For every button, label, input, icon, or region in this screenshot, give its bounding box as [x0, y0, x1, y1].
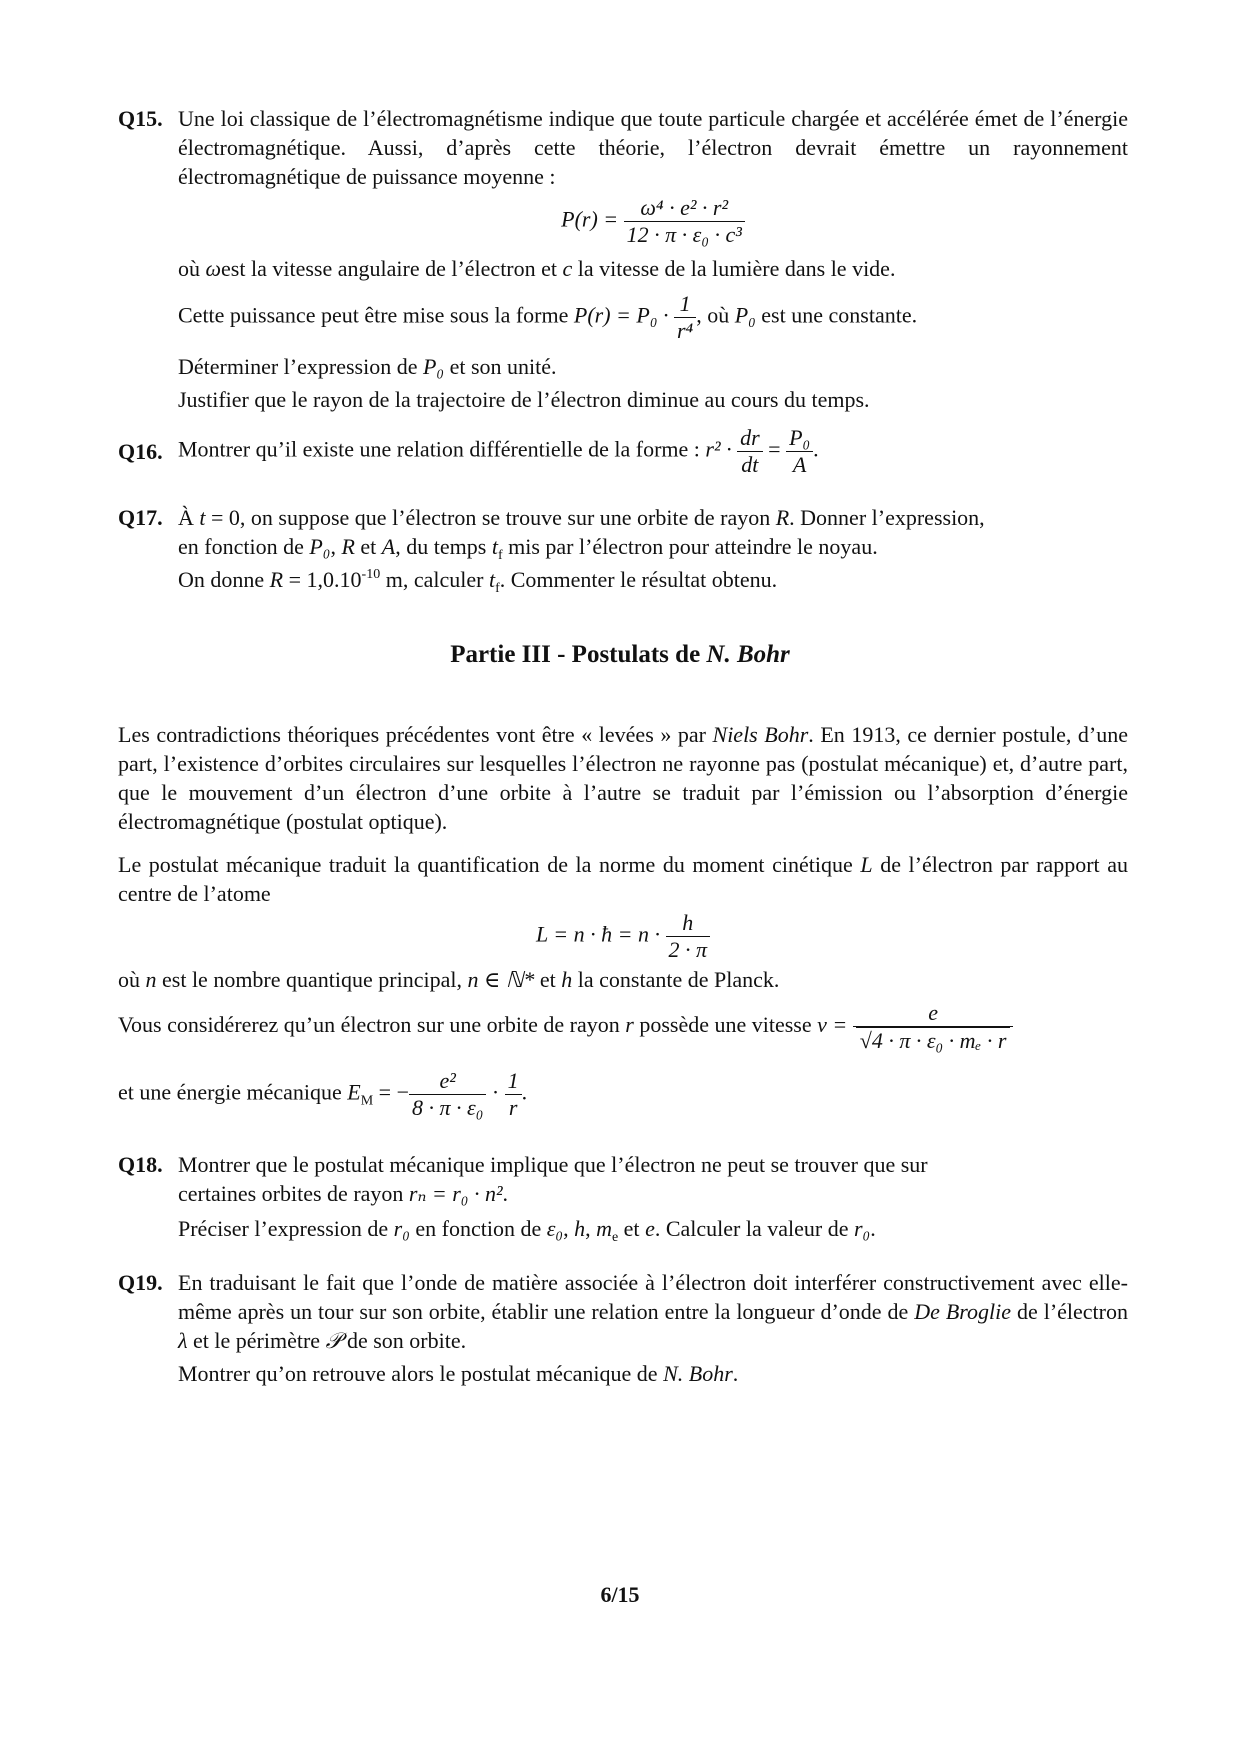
question-19	[118, 1268, 1128, 1388]
question-16	[118, 425, 1128, 478]
question-label: Q17.	[118, 505, 163, 530]
formula-denominator: 12 · π · ε₀ · c³	[624, 221, 745, 248]
q15-intro: Une loi classique de l’électromagnétisme indique que toute particule chargée et accélérée émet de l’énergie électromagnétique. Aussi, d’après cette théorie, l’électron devrait émettre un rayonnement électromagnétique de puissance moyenne :	[178, 106, 1128, 189]
q19-task: Montrer qu’on retrouve alors le postulat mécanique de N. Bohr.	[178, 1361, 739, 1386]
formula-numerator: ω⁴ · e² · r²	[640, 195, 729, 220]
q17-line-1: À t = 0, on suppose que l’électron se trouve sur une orbite de rayon R. Donner l’expression,	[178, 505, 985, 530]
q16-text: Montrer qu’il existe une relation différentielle de la forme : r² · $\frac{dr}{dt}$ = $\frac{\text{P₀}}{A}$ .	[178, 425, 819, 477]
sqrt-sign: √4 · π · ε₀ · mₑ · r	[856, 1027, 1011, 1054]
q15-task-1: Déterminer l’expression de P₀ et son unité.	[178, 354, 557, 379]
q18-line-1: Montrer que le postulat mécanique implique que l’électron ne peut se trouver que sur	[178, 1152, 928, 1177]
q15-definitions: où ωest la vitesse angulaire de l’électron et c la vitesse de la lumière dans le vide.	[178, 256, 896, 281]
part3-mechanical-postulate: Le postulat mécanique traduit la quantification de la norme du moment cinétique L de l’électron par rapport au centre de l’atome L = n · ħ = n · $\frac{h}{2 \cdot \pi}$ où n est le nombre quantique principal, n ∈ ℕ* et h la constante de Planck. Vous considérerez qu’un électron sur une orbite de rayon r possède une vitesse v = $\frac{e}{\text{√4 · π · ε₀ · mₑ · r}}$ et une énergie mécanique $E_M$ = − $\frac{\text{e²}}{\text{8 · π · ε₀}}$ · $\frac{1}{r}$ .	[118, 852, 1128, 1120]
page-number: 6/15	[600, 1582, 640, 1607]
question-label: Q18.	[118, 1152, 163, 1177]
section-title: Partie III - Postulats de N. Bohr	[450, 641, 790, 668]
question-15	[118, 104, 1128, 414]
q19-text: En traduisant le fait que l’onde de matière associée à l’électron doit interférer constructivement avec elle-même après un tour sur son orbite, établir une relation entre la longueur d’onde de De Broglie de l’électron λ et le périmètre 𝒫 de son orbite.	[178, 1270, 1128, 1353]
q15-form: Cette puissance peut être mise sous la forme P(r) = P₀ · $\frac{1}{\text{r⁴}}$ , où P₀ est une constante.	[178, 291, 918, 343]
part3-intro: Les contradictions théoriques précédentes vont être « levées » par Niels Bohr. En 1913, ce dernier postule, d’une part, l’existence d’orbites circulaires sur lesquelles l’électron ne rayonne pas (postulat mécanique) et, d’autre part, que le mouvement d’un électron d’une orbite à l’autre se traduit par l’émission ou l’absorption d’énergie électromagnétique (postulat optique).	[118, 722, 1129, 834]
q17-line-3: On donne $R = 1,0.10^{-10}$ m, calculer $t_f$. Commenter le résultat obtenu.	[178, 567, 778, 596]
q15-task-2: Justifier que le rayon de la trajectoire de l’électron diminue au cours du temps.	[178, 387, 870, 412]
question-label: Q19.	[118, 1270, 163, 1295]
question-18	[118, 1150, 1128, 1243]
question-17	[118, 503, 1128, 594]
q18-line-3: Préciser l’expression de r₀ en fonction de ε₀, h, $m_e$ et e. Calculer la valeur de r₀.	[178, 1216, 876, 1245]
question-label: Q16.	[118, 439, 163, 464]
mechanical-energy-line: et une énergie mécanique $E_M$ = − $\frac{\text{e²}}{\text{8 · π · ε₀}}$ · $\frac{1}{r}$ .	[118, 1068, 528, 1120]
velocity-line: Vous considérerez qu’un électron sur une orbite de rayon r possède une vitesse v = $\frac{e}{\text{√4 · π · ε₀ · mₑ · r}}$	[118, 1000, 1128, 1054]
q18-line-2: certaines orbites de rayon rₙ = r₀ · n².	[178, 1181, 509, 1206]
question-label: Q15.	[118, 106, 163, 131]
q15-power-formula: P(r) = $\frac{\text{ω⁴ · e² · r²}}{\text{12 · π · ε₀ · c³}}$	[178, 195, 1128, 248]
q17-line-2: en fonction de P₀, R et A, du temps $t_f$ mis par l’électron pour atteindre le noyau.	[178, 534, 878, 563]
angular-momentum-formula: L = n · ħ = n · $\frac{h}{2 \cdot \pi}$	[118, 910, 1128, 963]
